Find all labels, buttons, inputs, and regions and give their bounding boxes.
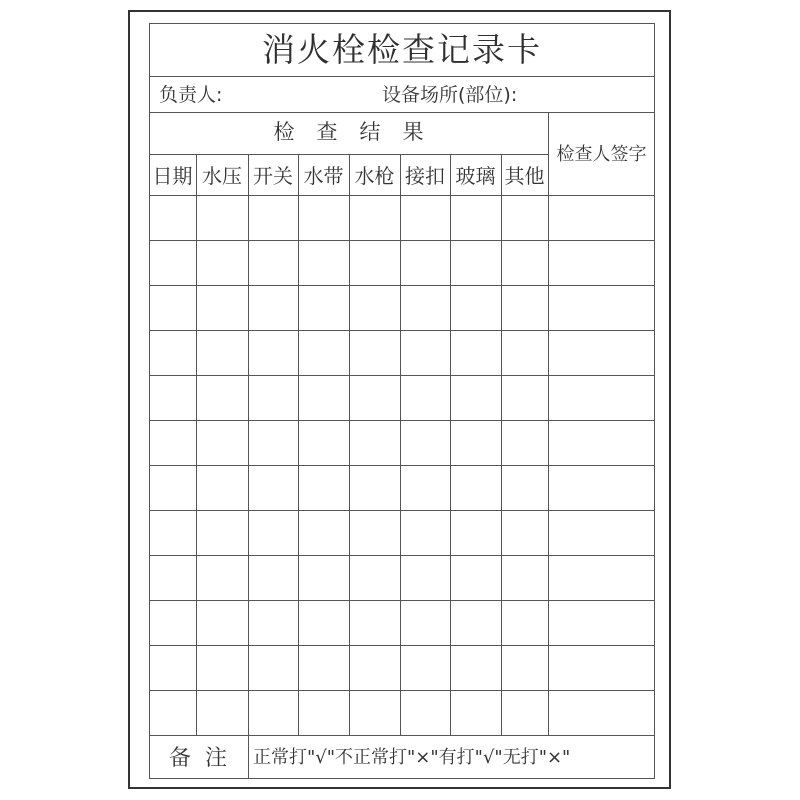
- grid-row-line: [149, 375, 655, 376]
- responsible-person-label: 负责人:: [159, 84, 223, 106]
- card-title: 消火栓检查记录卡: [262, 30, 542, 69]
- column-header-divider: [149, 195, 655, 196]
- grid-row-line: [149, 510, 655, 511]
- grid-column-line: [400, 154, 401, 735]
- column-header-water-pressure: 水压: [202, 164, 242, 188]
- remarks-divider: [149, 735, 655, 736]
- grid-row-line: [149, 555, 655, 556]
- column-header-date: 日期: [152, 164, 193, 188]
- column-header-glass: 玻璃: [455, 164, 496, 188]
- remarks-column-divider: [248, 735, 249, 779]
- column-header-switch: 开关: [253, 164, 293, 188]
- title-divider: [149, 76, 655, 77]
- remarks-label: 备注: [168, 746, 241, 771]
- grid-row-line: [149, 645, 655, 646]
- equipment-location-label: 设备场所(部位):: [382, 84, 518, 106]
- grid-row-line: [149, 240, 655, 241]
- signature-column-line: [548, 112, 549, 735]
- grid-row-line: [149, 690, 655, 691]
- grid-row-line: [149, 465, 655, 466]
- grid-row-line: [149, 285, 655, 286]
- grid-column-line: [501, 154, 502, 735]
- grid-column-line: [196, 154, 197, 735]
- column-header-coupling: 接扣: [405, 164, 445, 188]
- grid-column-line: [349, 154, 350, 735]
- column-header-hose: 水带: [303, 164, 344, 188]
- inspector-signature-header: 检查人签字: [556, 144, 647, 165]
- column-header-other: 其他: [504, 164, 545, 188]
- column-header-nozzle: 水枪: [354, 164, 395, 188]
- grid-row-line: [149, 420, 655, 421]
- inspection-results-header: 检查结果: [273, 120, 446, 144]
- grid-column-line: [248, 154, 249, 735]
- info-divider: [149, 112, 655, 113]
- grid-column-line: [298, 154, 299, 735]
- grid-column-line: [450, 154, 451, 735]
- grid-row-line: [149, 600, 655, 601]
- remarks-text: 正常打"√"不正常打"×"有打"√"无打"×": [253, 747, 571, 768]
- grid-row-line: [149, 330, 655, 331]
